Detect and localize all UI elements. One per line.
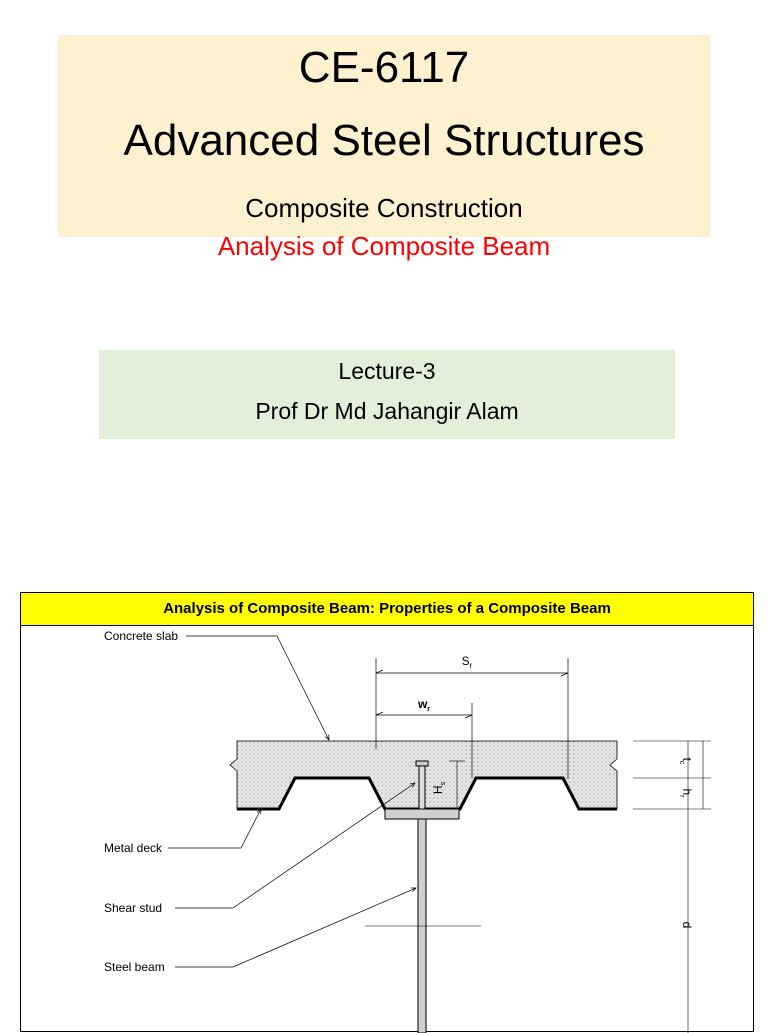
wr-label: $w_r$ — [417, 697, 431, 713]
course-code: CE-6117 — [298, 43, 470, 92]
metal-deck-label: Metal deck — [104, 841, 163, 855]
title-box — [58, 35, 710, 261]
composite-beam-diagram — [21, 593, 755, 1033]
lecture-box — [99, 350, 675, 439]
hr-label: $h_r$ — [678, 788, 694, 798]
hs-label: $H_s$ — [431, 781, 447, 795]
concrete-slab-label: Concrete slab — [104, 629, 179, 643]
instructor-name: Prof Dr Md Jahangir Alam — [255, 398, 519, 424]
lecture-number: Lecture-3 — [338, 358, 436, 384]
beam-top-flange — [385, 809, 459, 819]
steel-beam-label: Steel beam — [104, 960, 165, 974]
course-title: Advanced Steel Structures — [123, 116, 645, 165]
topic: Analysis of Composite Beam — [217, 231, 551, 261]
d-label: d — [680, 921, 694, 929]
shear-stud-head — [416, 761, 428, 766]
sr-label: $S_r$ — [461, 654, 473, 670]
shear-stud-label: Shear stud — [104, 901, 163, 915]
shear-stud-shank — [419, 766, 425, 809]
second-slide — [20, 592, 754, 1032]
subtitle: Composite Construction — [245, 193, 523, 223]
slide-header: Analysis of Composite Beam: Properties of a Composite Beam — [21, 593, 753, 626]
tc-label: $t_c$ — [678, 757, 694, 765]
